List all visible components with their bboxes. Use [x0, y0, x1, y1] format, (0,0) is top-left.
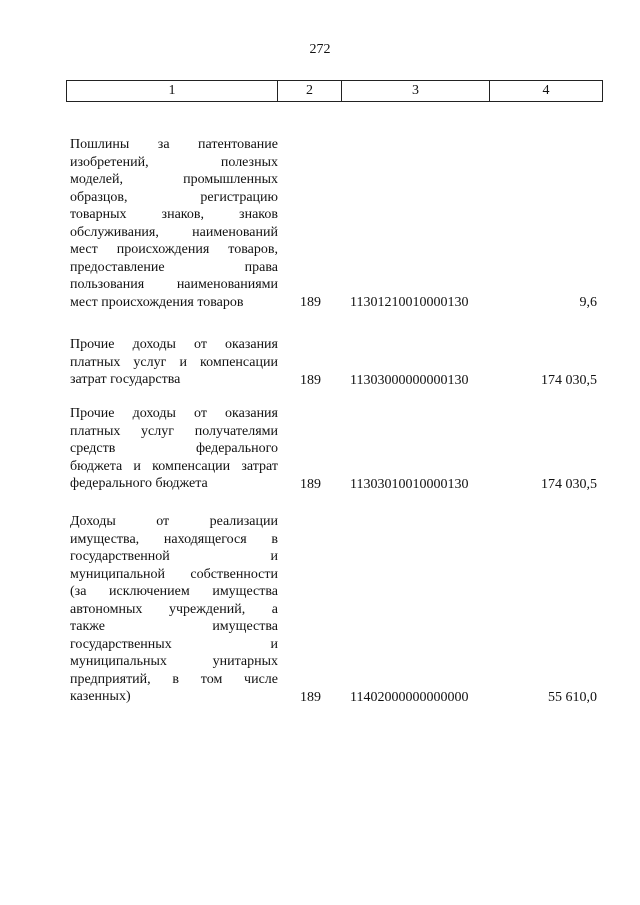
table-row: [70, 513, 600, 706]
description-line: предприятий, в том числе: [70, 671, 278, 687]
amount: 9,6: [579, 294, 597, 310]
description-line: (за исключением имущества: [70, 584, 278, 599]
amount: 174 030,5: [541, 476, 597, 492]
description-line: имущества, находящегося в: [70, 531, 278, 547]
budget-code: 11303000000000130: [350, 372, 469, 388]
column-header-table: [66, 80, 603, 102]
description-line: затрат государства: [70, 372, 181, 387]
row-description: [70, 405, 278, 493]
description-line: государственной и: [70, 549, 278, 564]
column-header-3: 3: [342, 81, 490, 102]
description-line: муниципальной собственности: [70, 566, 278, 582]
row-description: [70, 336, 278, 389]
description-line: средств федерального: [70, 441, 278, 456]
admin-code: 189: [300, 294, 321, 310]
description-line: платных услуг получателями: [70, 423, 278, 439]
table-row: [70, 336, 600, 389]
description-line: платных услуг и компенсации: [70, 354, 278, 370]
admin-code: 189: [300, 372, 321, 388]
description-line: казенных): [70, 689, 131, 704]
column-header-2: 2: [278, 81, 342, 102]
description-line: Пошлины за патентование: [70, 137, 278, 152]
description-line: федерального бюджета: [70, 476, 208, 491]
description-line: муниципальных унитарных: [70, 654, 278, 669]
budget-code: 11301210010000130: [350, 294, 469, 310]
description-line: образцов, регистрацию: [70, 189, 278, 205]
description-line: Прочие доходы от оказания: [70, 337, 278, 352]
table-row: [70, 136, 600, 311]
description-line: Доходы от реализации: [70, 514, 278, 529]
column-header-1: 1: [67, 81, 278, 102]
description-line: мест происхождения товаров,: [70, 242, 278, 257]
description-line: пользования наименованиями: [70, 277, 278, 292]
column-header-4: 4: [490, 81, 603, 102]
description-line: предоставление права: [70, 259, 278, 275]
description-line: изобретений, полезных: [70, 154, 278, 170]
description-line: также имущества: [70, 619, 278, 634]
description-line: государственных и: [70, 636, 278, 652]
budget-code: 11402000000000000: [350, 689, 469, 705]
admin-code: 189: [300, 689, 321, 705]
description-line: моделей, промышленных: [70, 172, 278, 187]
row-description: [70, 513, 278, 706]
row-description: [70, 136, 278, 311]
description-line: товарных знаков, знаков: [70, 207, 278, 222]
amount: 174 030,5: [541, 372, 597, 388]
page-number: 272: [309, 42, 331, 57]
amount: 55 610,0: [548, 689, 597, 705]
admin-code: 189: [300, 476, 321, 492]
description-line: бюджета и компенсации затрат: [70, 458, 278, 474]
budget-code: 11303010010000130: [350, 476, 469, 492]
table-row: [70, 405, 600, 493]
description-line: мест происхождения товаров: [70, 294, 244, 310]
description-line: Прочие доходы от оказания: [70, 406, 278, 421]
description-line: автономных учреждений, а: [70, 601, 278, 617]
description-line: обслуживания, наименований: [70, 224, 278, 240]
